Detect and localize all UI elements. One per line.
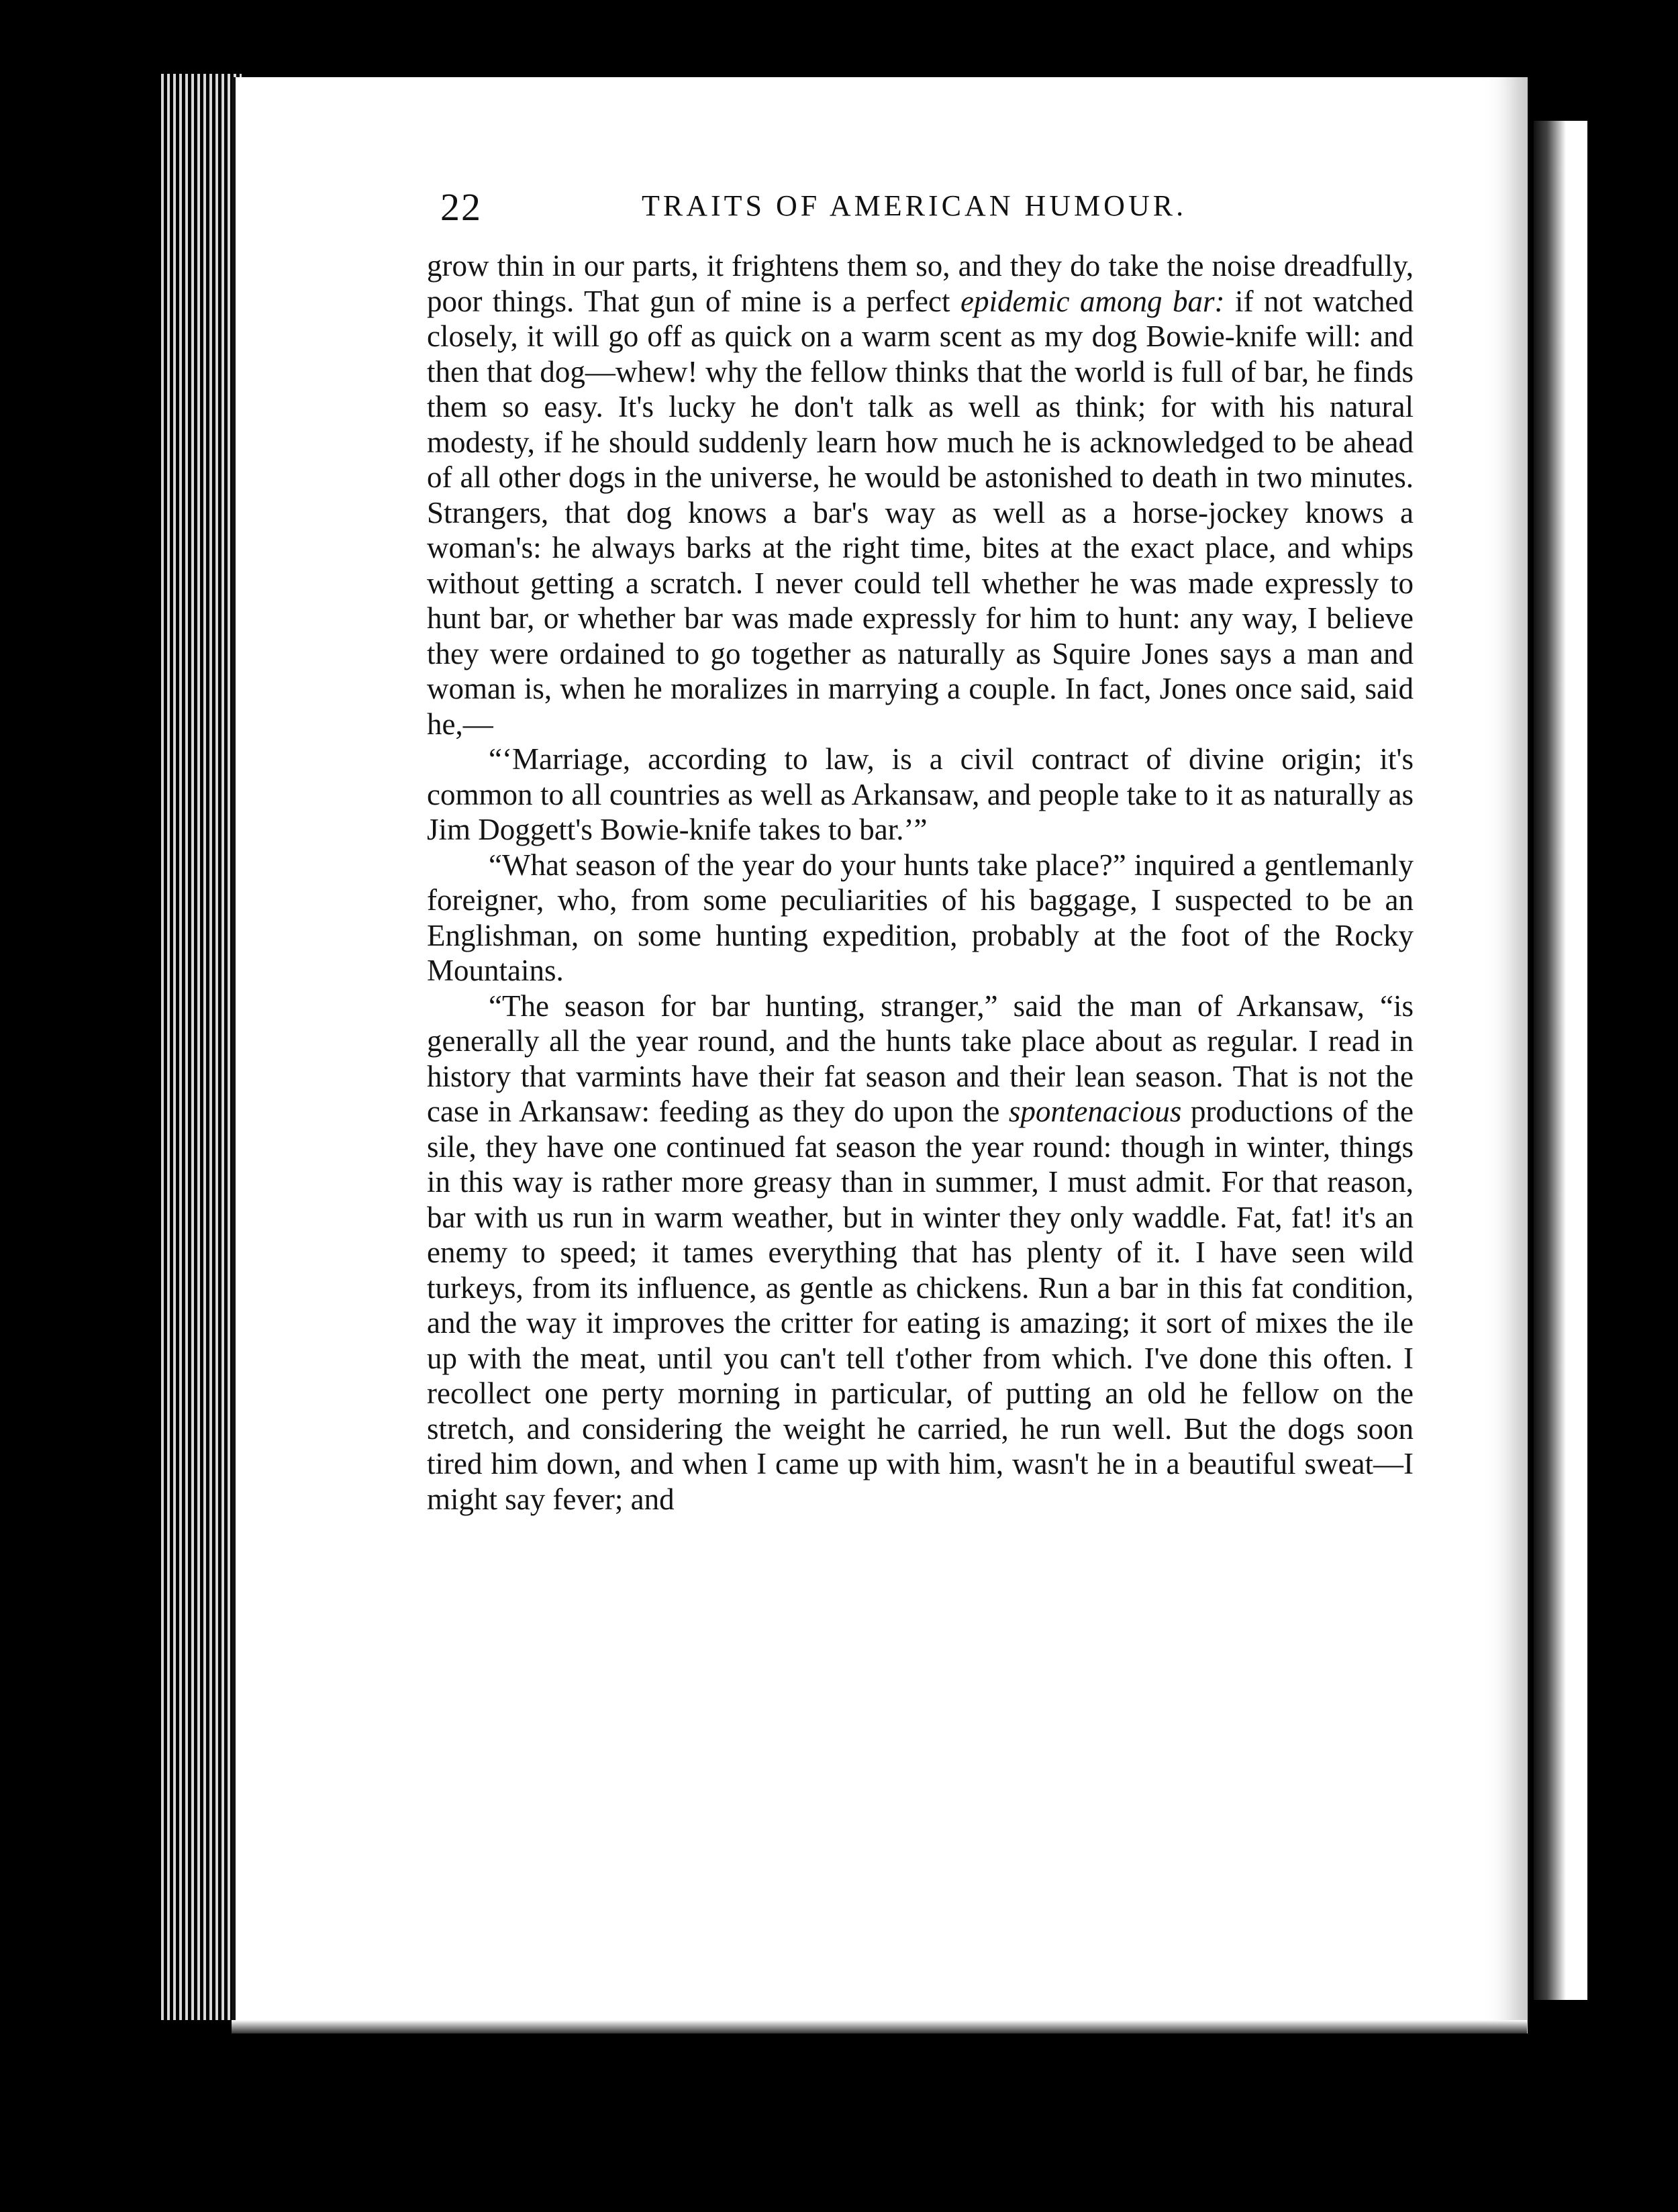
paragraph-4-text-a: “The season for bar hunting, stranger,” said the man of Arkansaw, “is generally all the year round, and the hunts take place about as regular. I read in history that varmints have their fat season and their lean season. That is not the case in Arkansaw: feeding as they do upon the bbox=[427, 989, 1414, 1128]
paragraph-4 bbox=[427, 989, 1414, 1517]
paragraph-1-text-a: grow thin in our parts, it frightens them so, and they do take the noise dreadfully, poor things. That gun of mine is a perfect bbox=[427, 249, 1414, 318]
paragraph-1 bbox=[427, 248, 1414, 742]
paragraph-2-text: “‘Marriage, according to law, is a civil contract of divine origin; it's common to all countries as well as Arkansaw, and people take to it as naturally as Jim Doggett's Bowie-knife takes to bar.’” bbox=[427, 742, 1414, 846]
paragraph-2 bbox=[427, 742, 1414, 848]
body-text bbox=[427, 248, 1414, 1517]
paragraph-4-italic: spontenacious bbox=[1008, 1095, 1182, 1128]
book-page-edges bbox=[161, 74, 242, 2020]
page-number: 22 bbox=[440, 185, 482, 229]
book-page bbox=[232, 77, 1528, 2033]
paragraph-3-text: “What season of the year do your hunts take place?” inquired a gentlemanly foreigner, who, from some peculiarities of his baggage, I suspected to be an Englishman, on some hunting expedition, probably at the foot of the Rocky Mountains. bbox=[427, 848, 1414, 987]
running-title: TRAITS OF AMERICAN HUMOUR. bbox=[642, 189, 1187, 222]
paragraph-1-italic: epidemic among bar: bbox=[960, 284, 1225, 318]
paragraph-4-text-b: productions of the sile, they have one continued fat season the year round: though in winter, things in this way is rather more greasy than in summer, I must admit. For that reason, bar with us run in warm weather, but in winter they only waddle. Fat, fat! it's an enemy to speed; it tames everything that has plenty of it. I have seen wild turkeys, from its influence, as gentle as chickens. Run a bar in this fat condition, and the way it improves the critter for eating is amazing; it sort of mixes the ile up with the meat, until you can't tell t'other from which. I've done this often. I recollect one perty morning in particular, of putting an old he fellow on the stretch, and considering the weight he carried, he run well. But the dogs soon tired him down, and when I came up with him, wasn't he in a beautiful sweat—I might say fever; and bbox=[427, 1095, 1414, 1516]
paragraph-3 bbox=[427, 848, 1414, 989]
page-header bbox=[440, 185, 1487, 232]
page-bottom-edge bbox=[232, 2020, 1527, 2033]
facing-page-edge bbox=[1534, 121, 1587, 2000]
paragraph-1-text-b: if not watched closely, it will go off as quick on a warm scent as my dog Bowie-knife will: and then that dog—whew! why the fellow thinks that the world is full of bar, he finds them so easy. It's lucky he don't talk as well as think; for with his natural modesty, if he should suddenly learn how much he is acknowledged to be ahead of all other dogs in the universe, he would be astonished to death in two minutes. Strangers, that dog knows a bar's way as well as a horse-jockey knows a woman's: he always barks at the right time, bites at the exact place, and whips without getting a scratch. I never could tell whether he was made expressly to hunt bar, or whether bar was made expressly for him to hunt: any way, I believe they were ordained to go together as naturally as Squire Jones says a man and woman is, when he moralizes in marrying a couple. In fact, Jones once said, said he,— bbox=[427, 284, 1414, 741]
